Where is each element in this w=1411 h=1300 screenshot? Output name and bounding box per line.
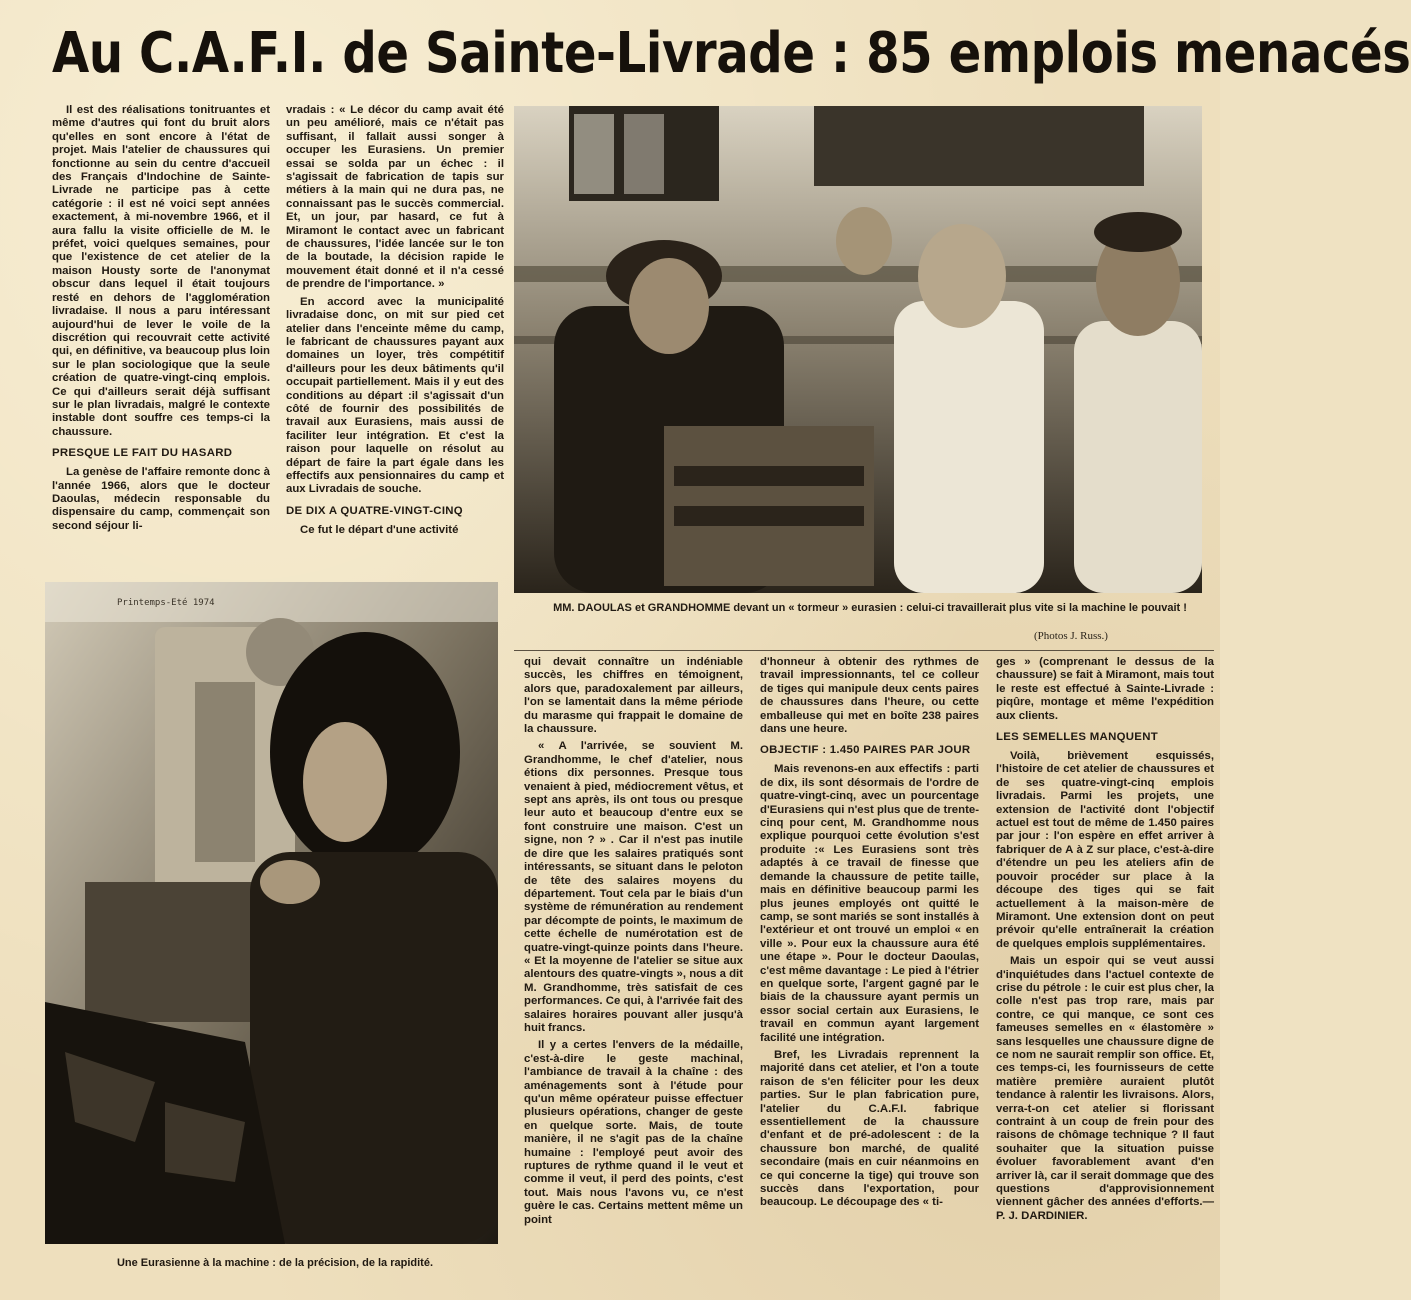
col3-paragraph-3: Il y a certes l'envers de la médaille, c'est-à-dire le geste machinal, l'ambiance de travail à la chaîne : des aménagements sont à l'étude pour qu'un même opérateur puisse effectuer plusieurs opérations, changer de geste en quelque sorte. Mais, de toute manière, il ne s'agit pas de la chaîne humaine : l'employé peut avoir des ruptures de rythme quand il le veut et comme il veut, il perd des points, c'est tout. Mais nous l'avons vu, ce n'est guère le cas. Certains mettent même un point <box>524 1039 743 1226</box>
subheading-objectif-1450-paires: OBJECTIF : 1.450 PAIRES PAR JOUR <box>760 744 971 757</box>
machine-photo-illustration <box>45 582 498 1244</box>
stamp-printemps-ete: Printemps-Eté 1974 <box>117 598 215 608</box>
subheading-de-dix-a-quatre-vingt-cinq: DE DIX A QUATRE-VINGT-CINQ <box>286 504 463 517</box>
photo-credit: (Photos J. Russ.) <box>1034 630 1108 642</box>
photo2-caption: Une Eurasienne à la machine : de la précision, de la rapidité. <box>116 1257 434 1269</box>
col2-paragraph-3: Ce fut le départ d'une activité <box>300 523 459 536</box>
col5-paragraph-1: ges » (comprenant le dessus de la chaussure) se fait à Miramont, mais tout le reste est effectué à Sainte-Livrade : piqûre, montage et même l'expédition aux clients. <box>996 656 1214 722</box>
horizontal-rule <box>514 650 1214 651</box>
col1-paragraph-1: Il est des réalisations tonitruantes et même d'autres qui font du bruit alors qu'elles en sont encore à l'état de projet. Mais l'atelier de chaussures qui fonctionne au sein du centre d'accueil des Français d'Indochine de Sainte-Livrade ne participe pas à cette catégorie : il est né voici sept années exactement, à mi-novembre 1966, et il aura fallu la visite officielle de M. le préfet, voici quelques semaines, pour que l'existence de cet atelier de la maison Housty sorte de l'anonymat obscur dans lequel il était toujours resté en dehors de l'agglomération livradaise. Il nous a paru intéressant aujourd'hui de lever le voile de la discrétion qui recouvrait cette activité qui, en définitive, va beaucoup plus loin sur le plan sociologique que la seule création de quatre-vingt-cinq emplois. Ce qui d'ailleurs serait déjà suffisant sur le plan livradais, malgré le contexte instable dont souffre ces temps-ci la chaussure. <box>52 104 270 438</box>
col3-paragraph-2: « A l'arrivée, se souvient M. Grandhomme, le chef d'atelier, nous étions dix personnes. Presque tous venaient à pied, médiocrement vêtus, et sept ans après, ils ont tous ou presque leur auto et beaucoup d'entre eux se font construire une maison. C'est un signe, non ? » . Car il n'est pas inutile de dire que les salaires pratiqués sont intéressants, se situant dans le peloton de tête des salaires moyens du département. Tout cela par le biais d'un système de rémunération au rendement par décompte de points, le maximum de cette échelle de numérotation est de quatre-vingt-quinze points dans l'heure. « Et la moyenne de l'atelier se situe aux alentours des quatre-vingts », nous a dit M. Grandhomme, très satisfait de ces performances. Ce qui, à l'arrivée fait des salaires horaires pouvant aller jusqu'à huit francs. <box>524 740 743 1034</box>
col4-paragraph-2: Mais revenons-en aux effectifs : parti de dix, ils sont désormais de l'ordre de quatre-vingt-cinq, avec un pourcentage d'Eurasiens qui n'est plus que de trente-cinq pour cent, M. Grandhomme nous explique pourquoi cette évolution s'est produite :« Les Eurasiens sont très adaptés à ce travail de finesse que demande la chaussure de petite taille, mais en définitive beaucoup parmi les plus jeunes employés ont quitté le camp, se sont mariés se sont installés à l'extérieur et ont trouvé un emploi « en ville ». Pour eux la chaussure aura été une étape ». Pour le docteur Daoulas, c'est même davantage : Le pied à l'étrier en quelque sorte, l'argent gagné par le biais de la chaussure ayant permis un essor social certain aux Eurasiens, le travail en commun ayant largement facilité une intégration. <box>760 763 979 1044</box>
col5-paragraph-3: Mais un espoir qui se veut aussi d'inquiétudes dans l'actuel contexte de crise du pétrole : le cuir est plus cher, la colle n'est pas trop rare, mais par contre, ce qui manque, ce sont ces fameuses semelles en « élastomère » sans lesquelles une chaussure digne de ce nom ne saurait remplir son office. Et, ces temps-ci, les fournisseurs de cette matière première auraient plutôt tendance à ralentir les livraisons. Alors, verra-t-on cet atelier si florissant contraint à un coup de frein pour des raisons de chômage technique ? Il faut souhaiter que la situation puisse évoluer favorablement avant d'en arriver là, car il serait dommage que des questions d'approvisionnement viennent gâcher des années d'efforts.— P. J. DARDINIER. <box>996 955 1214 1222</box>
article-column-2 <box>286 104 504 574</box>
col2-paragraph-2: En accord avec la municipalité livradaise donc, on mit sur pied cet atelier dans l'enceinte même du camp, le fabricant de chaussures payant aux domaines un loyer, très compétitif d'ailleurs pour les deux bâtiments qu'il occupait partiellement. Mais il y eut des conditions au départ :il s'agissait d'un côté de fournir des possibilités de travail aux Eurasiens, mais aussi de faciliter leur intégration. Et c'est la raison pour laquelle on résolut au départ de faire la part égale dans les effectifs aux pensionnaires du camp et aux Livradais de souche. <box>286 295 504 496</box>
col5-paragraph-2: Voilà, brièvement esquissés, l'histoire de cet atelier de chaussures et de ses quatre-vingt-cinq emplois livradais. Parmi les projets, une extension de l'activité dont l'objectif actuel est tout de même de 1.450 paires par jour : l'on espère en effet arriver à fabriquer de A à Z sur place, c'est-à-dire d'étendre un peu les ateliers afin de pouvoir procéder sur place à la découpe des tiges qui se fait actuellement à la maison-mère de Miramont. Une extension dont on peut prévoir qu'elle entraînerait la création de quelques emplois supplémentaires. <box>996 750 1214 950</box>
col1-paragraph-2: La genèse de l'affaire remonte donc à l'année 1966, alors que le docteur Daoulas, médecin responsable du dispensaire du camp, commençait son second séjour li- <box>52 466 270 532</box>
article-column-4 <box>760 656 979 1296</box>
photo1-caption: MM. DAOULAS et GRANDHOMME devant un « tormeur » eurasien : celui-ci travaillerait plus vite si la machine le pouvait ! <box>553 602 1187 614</box>
photo-shoe-workshop <box>514 106 1202 593</box>
col4-paragraph-1: d'honneur à obtenir des rythmes de travail impressionnants, tel ce colleur de tiges qui manipule deux cents paires de chaussures dans l'heure, ou cette emballeuse qui met en boîte 238 paires dans une heure. <box>760 656 979 736</box>
col4-paragraph-3: Bref, les Livradais reprennent la majorité dans cet atelier, et l'on a toute raison de s'en féliciter pour les deux parties. Sur le plan fabrication pure, l'atelier du C.A.F.I. fabrique essentiellement de la chaussure d'enfant et de pré-adolescent : de la chaussure bon marché, de qualité secondaire (mais en cuir néanmoins en ce qui concerne la tige) qui trouve son succès dans l'exportation, pour beaucoup. Le découpage des « ti- <box>760 1048 979 1209</box>
article-column-1 <box>52 104 270 574</box>
photo-woman-at-machine <box>45 582 498 1244</box>
article-column-3 <box>524 656 743 1296</box>
headline: Au C.A.F.I. de Sainte-Livrade : 85 emplois menacés <box>52 21 1411 86</box>
subheading-presque-le-fait-du-hasard: PRESQUE LE FAIT DU HASARD <box>52 447 233 460</box>
article-column-5 <box>996 656 1214 1296</box>
subheading-les-semelles-manquent: LES SEMELLES MANQUENT <box>996 731 1158 744</box>
col3-paragraph-1: qui devait connaître un indéniable succès, les chiffres en témoignent, alors que, paradoxalement par ailleurs, l'on se lamentait dans la même période du marasme qui frappait le domaine de la chaussure. <box>524 656 743 736</box>
workshop-photo-illustration <box>514 106 1202 593</box>
col2-paragraph-1: vradais : « Le décor du camp avait été un peu amélioré, mais ce n'était pas suffisant, il fallait aussi songer à occuper les Eurasiens. Un premier essai se solda par un échec : il s'agissait de fabrication de tapis sur métiers à la main qui ne dura pas, ne connaissant pas le succès commercial. Et, un jour, par hasard, ce fut à Miramont le contact avec un fabricant de chaussures, l'idée lancée sur le ton de la boutade, la décision rapide le mouvement était donné et il n'a cessé de prendre de l'importance. » <box>286 104 504 291</box>
